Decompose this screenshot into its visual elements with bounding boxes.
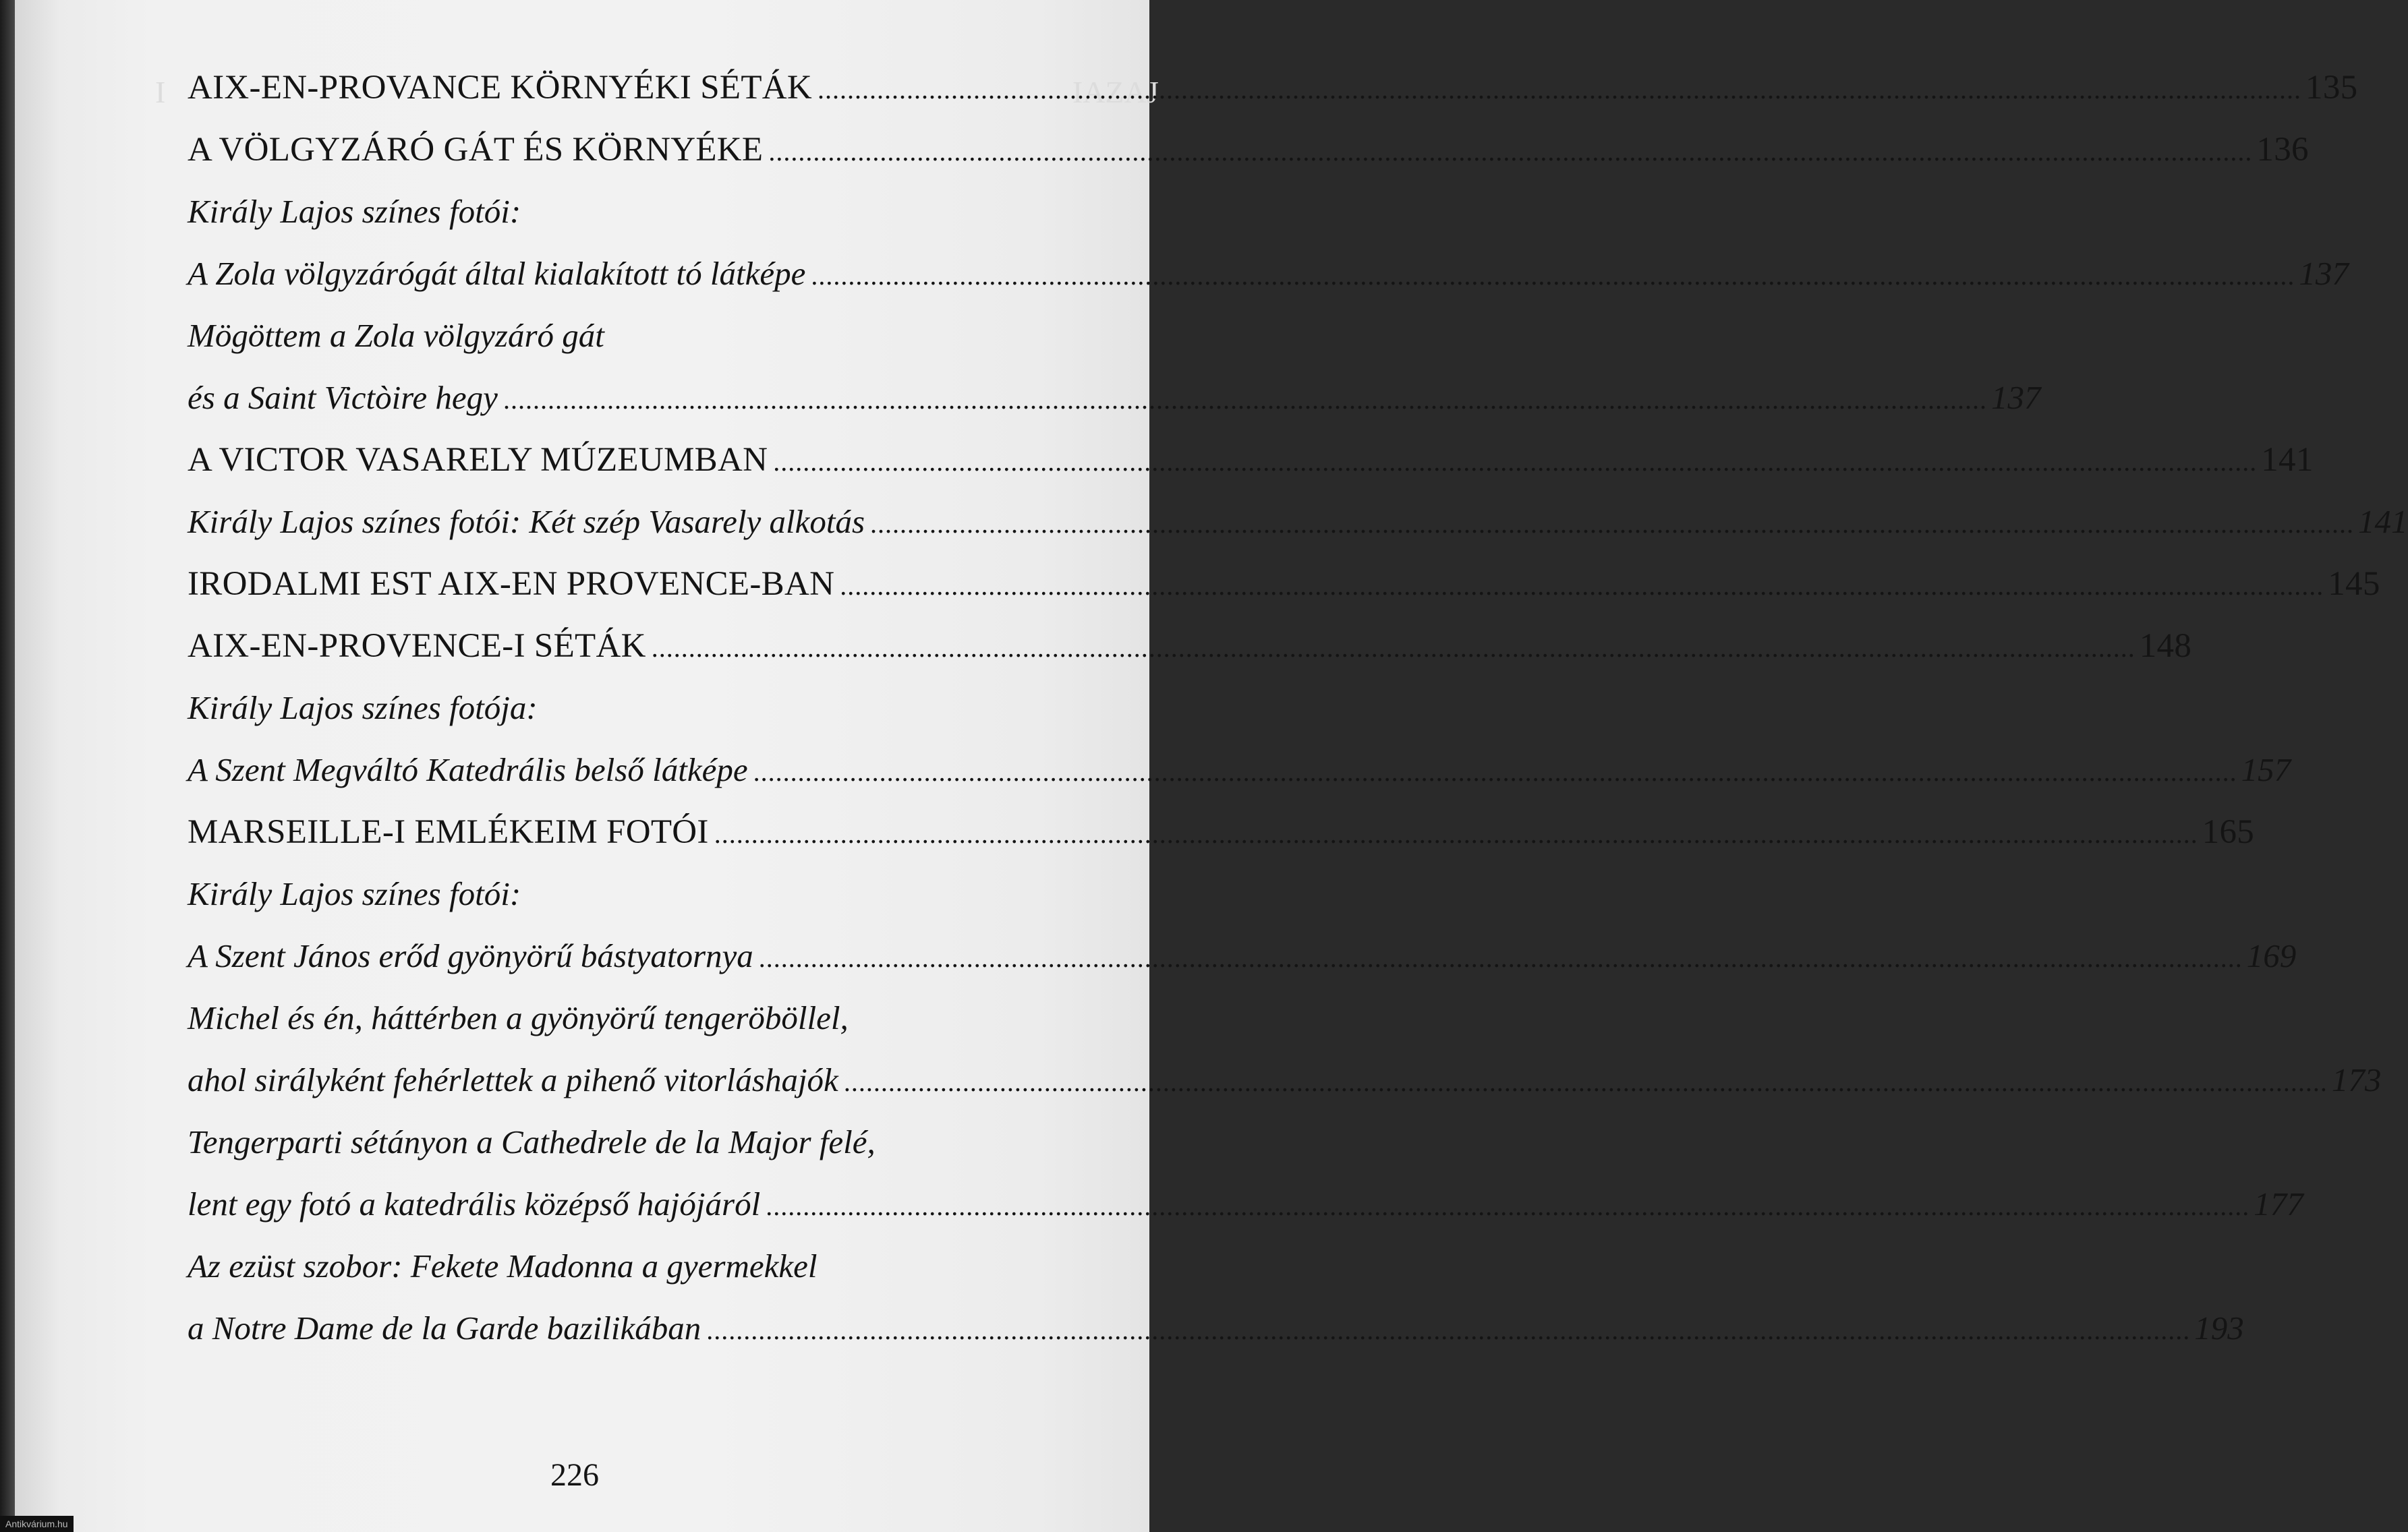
dot-leader [652, 628, 2135, 668]
toc-entry [188, 812, 2255, 852]
toc-entry-page: 169 [2246, 937, 2297, 974]
toc-subheading [188, 874, 1083, 914]
toc-entry-page: 193 [2194, 1309, 2244, 1347]
toc-entry [188, 129, 2309, 170]
toc-entry-title: AIX-EN-PROVANCE KÖRNYÉKI SÉTÁK [188, 69, 813, 107]
toc-entry [188, 750, 2291, 790]
toc-entry-title: Michel és én, háttérben a gyönyörű tengeröböllel, [188, 999, 849, 1036]
toc-entry [188, 626, 2192, 666]
dot-leader [753, 752, 2237, 792]
toc-entry-page: 165 [2202, 813, 2255, 851]
toc-entry-title: A Szent Megváltó Katedrális belső látképe [188, 751, 748, 788]
dot-leader [759, 938, 2243, 978]
toc-entry [188, 378, 2041, 418]
book-spine-shadow [0, 0, 15, 1532]
toc-subheading [188, 998, 1083, 1038]
toc-entry-page: 145 [2328, 565, 2380, 603]
toc-entry-title: lent egy fotó a katedrális középső hajójáról [188, 1185, 761, 1222]
toc-entry-title: Király Lajos színes fotója: [188, 689, 538, 726]
toc-entry-page: 137 [1990, 379, 2041, 416]
toc-entry-page: 173 [2331, 1061, 2382, 1098]
toc-subheading [188, 688, 1083, 728]
toc-entry-page: 137 [2299, 255, 2349, 292]
toc-subheading [188, 1122, 1083, 1162]
toc-entry-title: AIX-EN-PROVENCE-I SÉTÁK [188, 627, 646, 665]
toc-entry [188, 254, 2349, 294]
dot-leader [714, 814, 2198, 854]
toc-entry-title: A VÖLGYZÁRÓ GÁT ÉS KÖRNYÉKE [188, 131, 764, 169]
dot-leader [870, 504, 2354, 544]
dot-leader [706, 1310, 2190, 1351]
toc-entry [188, 502, 2408, 542]
toc-entry-title: Király Lajos színes fotói: [188, 193, 521, 230]
toc-entry-title: A Szent János erőd gyönyörű bástyatornya [188, 937, 753, 974]
toc-subheading [188, 192, 1083, 232]
toc-entry [188, 1060, 2382, 1100]
dot-leader [840, 566, 2324, 606]
toc-subheading [188, 1246, 1083, 1287]
toc-entry-title: A VICTOR VASARELY MÚZEUMBAN [188, 441, 768, 479]
toc-entry [188, 936, 2297, 976]
dot-leader [503, 380, 1987, 420]
show-through-text: I [155, 75, 166, 109]
toc-entry-title: és a Saint Victòire hegy [188, 379, 498, 416]
toc-entry-title: ahol sirályként fehérlettek a pihenő vitorláshajók [188, 1061, 838, 1098]
toc-entry-page: 177 [2254, 1185, 2303, 1222]
toc-entry-page: 148 [2139, 627, 2192, 665]
toc-entry-title: Mögöttem a Zola völgyzáró gát [188, 317, 604, 354]
toc-entry-title: Király Lajos színes fotói: [188, 875, 521, 912]
toc-entry-title: A Zola völgyzárógát által kialakított tó látképe [188, 255, 806, 292]
toc-entry-page: 141 [2358, 503, 2408, 540]
dot-leader [768, 131, 2252, 172]
toc-entry-page: 135 [2305, 69, 2358, 107]
toc-entry-title: Király Lajos színes fotói: Két szép Vasarely alkotás [188, 503, 865, 540]
page-number: 226 [550, 1457, 599, 1493]
dot-leader [811, 256, 2295, 296]
dot-leader [766, 1186, 2249, 1227]
dot-leader [773, 442, 2257, 482]
dot-leader [844, 1062, 2328, 1102]
toc-entry [188, 440, 2314, 480]
show-through-text: IAZAJ [1072, 75, 1159, 109]
toc-entry-title: IRODALMI EST AIX-EN PROVENCE-BAN [188, 565, 835, 603]
toc-entry [188, 564, 2380, 604]
toc-entry-title: Az ezüst szobor: Fekete Madonna a gyermekkel [188, 1247, 818, 1285]
toc-entry-page: 157 [2241, 751, 2291, 788]
watermark: Antikvárium.hu [0, 1516, 74, 1532]
toc-entry [188, 1184, 2303, 1225]
toc-entry-page: 136 [2256, 131, 2309, 169]
toc-entry-title: Tengerparti sétányon a Cathedrele de la Major felé, [188, 1123, 876, 1160]
dot-leader [818, 69, 2301, 110]
toc-entry-page: 141 [2261, 441, 2314, 479]
toc-subheading [188, 316, 1083, 356]
toc-entry [188, 1308, 2244, 1349]
toc-entry-title: a Notre Dame de la Garde bazilikában [188, 1309, 701, 1347]
toc-entry-title: MARSEILLE-I EMLÉKEIM FOTÓI [188, 813, 709, 851]
